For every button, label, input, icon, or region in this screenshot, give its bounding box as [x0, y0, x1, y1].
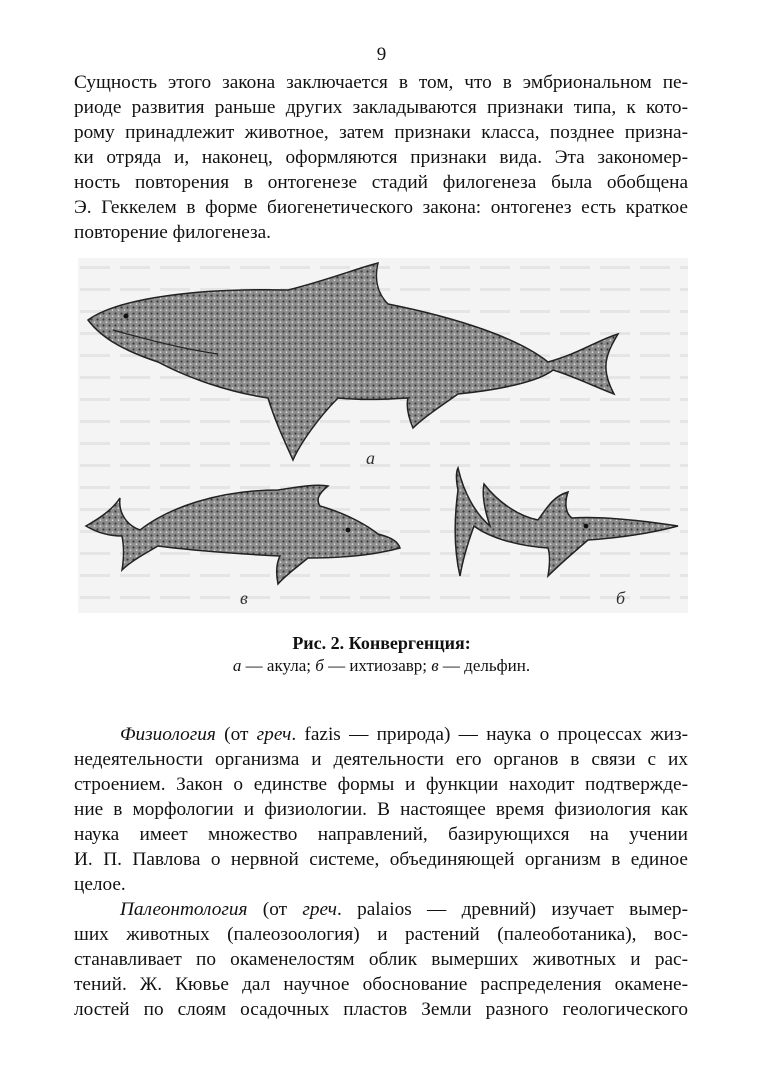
text-fragment: . palaios — древний) изучает вымер-: [336, 899, 688, 920]
caption-letter-b: б: [315, 656, 324, 675]
figure-caption-title: Рис. 2. Конвергенция:: [292, 633, 471, 653]
caption-text-ichthyosaur: — ихтиозавр;: [323, 656, 432, 675]
figure-label-b: б: [616, 588, 626, 608]
text-line: ние в морфологии и физиологии. В настоящее время физиология как: [74, 799, 688, 820]
text-line: И. П. Павлова о нервной системе, объединяющей организм в единое: [74, 849, 688, 870]
text-line: ших животных (палеозоология) и растений (палеоботаника), вос-: [74, 924, 688, 945]
paragraph-biogenetic-law: [74, 70, 688, 245]
caption-letter-v: в: [431, 656, 439, 675]
text-line: недеятельности организма и деятельности его органов в связи с их: [74, 749, 688, 770]
text-line: ки отряда и, наконец, оформляются признаки вида. Эта закономер-: [74, 147, 688, 168]
text-line: Э. Геккелем в форме биогенетического закона: онтогенез есть краткое: [74, 197, 688, 218]
page-number: 9: [376, 44, 387, 65]
text-fragment: (от: [215, 724, 257, 745]
text-line: ность повторения в онтогенезе стадий филогенеза была обобщена: [74, 172, 688, 193]
text-line: строением. Закон о единстве формы и функции находит подтвержде-: [74, 774, 688, 795]
figure-label-a: а: [366, 448, 375, 468]
figure-caption-body: [0, 656, 763, 676]
greek-abbrev: греч: [302, 899, 337, 920]
term-physiology: Физиология: [120, 724, 216, 745]
text-fragment: . fazis — природа) — наука о процессах жиз-: [291, 724, 688, 745]
text-line: наука имеет множество направлений, базирующихся на учении: [74, 824, 688, 845]
caption-letter-a: а: [232, 656, 242, 675]
text-line: лостей по слоям осадочных пластов Земли разного геологического: [74, 999, 688, 1020]
text-fragment: (от: [247, 899, 303, 920]
text-line: риоде развития раньше других закладываются признаки типа, к кото-: [74, 97, 688, 118]
text-line: повторение филогенеза.: [74, 222, 272, 243]
paragraph-physiology: [74, 722, 688, 897]
text-line: рому принадлежит животное, затем признаки класса, позднее призна-: [74, 122, 688, 143]
convergence-figure: [78, 258, 688, 613]
text-line: станавливает по окаменелостям облик вымерших животных и рас-: [74, 949, 688, 970]
text-line: Сущность этого закона заключается в том, что в эмбриональном пе-: [74, 72, 688, 93]
greek-abbrev: греч: [256, 724, 292, 745]
text-line: [74, 722, 688, 747]
figure-label-v: в: [240, 588, 248, 608]
text-line: тений. Ж. Кювье дал научное обоснование распределения окамене-: [74, 974, 688, 995]
caption-text-dolphin: — дельфин.: [438, 656, 531, 675]
term-paleontology: Палеонтология: [120, 899, 248, 920]
text-line: целое.: [74, 874, 126, 895]
text-line: [74, 897, 688, 922]
caption-text-shark: — акула;: [241, 656, 316, 675]
paragraph-paleontology: [74, 897, 688, 1022]
